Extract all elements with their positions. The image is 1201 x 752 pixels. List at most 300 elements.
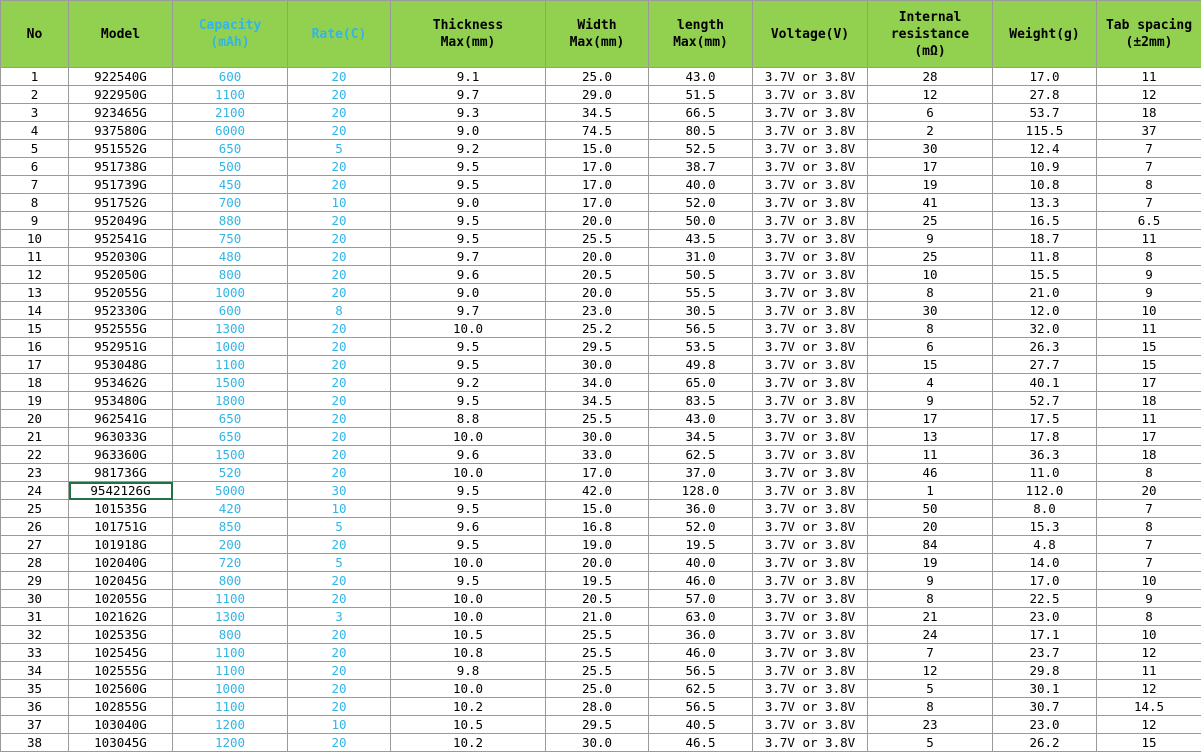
cell-width[interactable]: 30.0 [546,356,649,374]
cell-resistance[interactable]: 19 [868,176,993,194]
cell-resistance[interactable]: 25 [868,248,993,266]
cell-rate[interactable]: 20 [288,284,391,302]
cell-length[interactable]: 34.5 [649,428,753,446]
cell-capacity[interactable]: 6000 [173,122,288,140]
cell-length[interactable]: 43.0 [649,68,753,86]
cell-thickness[interactable]: 10.0 [391,554,546,572]
cell-thickness[interactable]: 9.5 [391,338,546,356]
cell-voltage[interactable]: 3.7V or 3.8V [753,536,868,554]
cell-length[interactable]: 57.0 [649,590,753,608]
cell-thickness[interactable]: 10.5 [391,626,546,644]
cell-width[interactable]: 20.5 [546,266,649,284]
cell-no[interactable]: 30 [1,590,69,608]
cell-tab[interactable]: 10 [1097,626,1201,644]
cell-rate[interactable]: 5 [288,140,391,158]
cell-resistance[interactable]: 5 [868,734,993,752]
cell-tab[interactable]: 37 [1097,122,1201,140]
cell-model[interactable]: 952049G [69,212,173,230]
cell-width[interactable]: 30.0 [546,734,649,752]
cell-length[interactable]: 56.5 [649,662,753,680]
cell-capacity[interactable]: 800 [173,626,288,644]
cell-length[interactable]: 56.5 [649,698,753,716]
cell-thickness[interactable]: 10.0 [391,464,546,482]
cell-voltage[interactable]: 3.7V or 3.8V [753,590,868,608]
cell-voltage[interactable]: 3.7V or 3.8V [753,248,868,266]
cell-voltage[interactable]: 3.7V or 3.8V [753,518,868,536]
cell-capacity[interactable]: 500 [173,158,288,176]
cell-capacity[interactable]: 650 [173,428,288,446]
cell-rate[interactable]: 20 [288,446,391,464]
cell-weight[interactable]: 10.9 [993,158,1097,176]
cell-voltage[interactable]: 3.7V or 3.8V [753,482,868,500]
cell-voltage[interactable]: 3.7V or 3.8V [753,644,868,662]
cell-length[interactable]: 80.5 [649,122,753,140]
cell-voltage[interactable]: 3.7V or 3.8V [753,68,868,86]
cell-width[interactable]: 20.0 [546,212,649,230]
cell-capacity[interactable]: 5000 [173,482,288,500]
cell-no[interactable]: 32 [1,626,69,644]
cell-no[interactable]: 27 [1,536,69,554]
cell-thickness[interactable]: 10.0 [391,680,546,698]
cell-tab[interactable]: 9 [1097,284,1201,302]
cell-no[interactable]: 33 [1,644,69,662]
cell-tab[interactable]: 7 [1097,158,1201,176]
cell-capacity[interactable]: 800 [173,572,288,590]
cell-model[interactable]: 951752G [69,194,173,212]
cell-width[interactable]: 25.5 [546,626,649,644]
cell-no[interactable]: 35 [1,680,69,698]
cell-length[interactable]: 40.0 [649,176,753,194]
cell-capacity[interactable]: 1500 [173,446,288,464]
cell-weight[interactable]: 15.5 [993,266,1097,284]
cell-length[interactable]: 30.5 [649,302,753,320]
cell-rate[interactable]: 20 [288,374,391,392]
cell-weight[interactable]: 8.0 [993,500,1097,518]
cell-rate[interactable]: 10 [288,716,391,734]
cell-weight[interactable]: 30.1 [993,680,1097,698]
cell-rate[interactable]: 20 [288,626,391,644]
cell-width[interactable]: 29.5 [546,716,649,734]
cell-capacity[interactable]: 1200 [173,734,288,752]
cell-thickness[interactable]: 9.5 [391,356,546,374]
cell-model[interactable]: 102560G [69,680,173,698]
cell-voltage[interactable]: 3.7V or 3.8V [753,500,868,518]
cell-capacity[interactable]: 200 [173,536,288,554]
cell-thickness[interactable]: 9.8 [391,662,546,680]
cell-tab[interactable]: 11 [1097,410,1201,428]
column-header-thickness[interactable] [391,1,546,68]
column-header-no[interactable] [1,1,69,68]
cell-model[interactable]: 937580G [69,122,173,140]
cell-capacity[interactable]: 1000 [173,338,288,356]
cell-voltage[interactable]: 3.7V or 3.8V [753,86,868,104]
cell-model[interactable]: 962541G [69,410,173,428]
cell-resistance[interactable]: 12 [868,662,993,680]
cell-length[interactable]: 46.5 [649,734,753,752]
cell-resistance[interactable]: 6 [868,338,993,356]
cell-tab[interactable]: 8 [1097,248,1201,266]
cell-voltage[interactable]: 3.7V or 3.8V [753,428,868,446]
cell-no[interactable]: 34 [1,662,69,680]
cell-no[interactable]: 17 [1,356,69,374]
cell-capacity[interactable]: 1100 [173,590,288,608]
cell-no[interactable]: 3 [1,104,69,122]
cell-model[interactable]: 103045G [69,734,173,752]
cell-voltage[interactable]: 3.7V or 3.8V [753,194,868,212]
cell-resistance[interactable]: 2 [868,122,993,140]
cell-weight[interactable]: 17.1 [993,626,1097,644]
cell-length[interactable]: 38.7 [649,158,753,176]
cell-model[interactable]: 922540G [69,68,173,86]
cell-capacity[interactable]: 1100 [173,662,288,680]
cell-length[interactable]: 19.5 [649,536,753,554]
cell-tab[interactable]: 17 [1097,374,1201,392]
cell-thickness[interactable]: 9.5 [391,536,546,554]
cell-length[interactable]: 56.5 [649,320,753,338]
cell-thickness[interactable]: 10.0 [391,590,546,608]
cell-voltage[interactable]: 3.7V or 3.8V [753,266,868,284]
cell-weight[interactable]: 40.1 [993,374,1097,392]
cell-tab[interactable]: 8 [1097,518,1201,536]
cell-voltage[interactable]: 3.7V or 3.8V [753,104,868,122]
cell-no[interactable]: 8 [1,194,69,212]
cell-width[interactable]: 42.0 [546,482,649,500]
cell-no[interactable]: 24 [1,482,69,500]
cell-model[interactable]: 952030G [69,248,173,266]
cell-weight[interactable]: 29.8 [993,662,1097,680]
cell-capacity[interactable]: 1500 [173,374,288,392]
cell-no[interactable]: 9 [1,212,69,230]
cell-thickness[interactable]: 9.2 [391,140,546,158]
cell-voltage[interactable]: 3.7V or 3.8V [753,464,868,482]
cell-thickness[interactable]: 9.6 [391,518,546,536]
cell-voltage[interactable]: 3.7V or 3.8V [753,302,868,320]
cell-weight[interactable]: 16.5 [993,212,1097,230]
cell-no[interactable]: 23 [1,464,69,482]
cell-capacity[interactable]: 450 [173,176,288,194]
cell-thickness[interactable]: 9.0 [391,194,546,212]
cell-width[interactable]: 16.8 [546,518,649,536]
cell-width[interactable]: 33.0 [546,446,649,464]
cell-resistance[interactable]: 17 [868,158,993,176]
cell-model[interactable]: 102045G [69,572,173,590]
column-header-capacity[interactable] [173,1,288,68]
cell-tab[interactable]: 7 [1097,536,1201,554]
cell-width[interactable]: 25.5 [546,662,649,680]
cell-rate[interactable]: 3 [288,608,391,626]
cell-no[interactable]: 2 [1,86,69,104]
cell-resistance[interactable]: 9 [868,392,993,410]
cell-length[interactable]: 49.8 [649,356,753,374]
cell-capacity[interactable]: 720 [173,554,288,572]
cell-rate[interactable]: 20 [288,428,391,446]
cell-no[interactable]: 37 [1,716,69,734]
cell-length[interactable]: 52.5 [649,140,753,158]
cell-capacity[interactable]: 1100 [173,644,288,662]
cell-voltage[interactable]: 3.7V or 3.8V [753,284,868,302]
cell-thickness[interactable]: 10.2 [391,698,546,716]
cell-rate[interactable]: 20 [288,464,391,482]
cell-no[interactable]: 36 [1,698,69,716]
cell-voltage[interactable]: 3.7V or 3.8V [753,320,868,338]
cell-width[interactable]: 25.5 [546,644,649,662]
cell-no[interactable]: 5 [1,140,69,158]
cell-rate[interactable]: 10 [288,500,391,518]
cell-length[interactable]: 66.5 [649,104,753,122]
cell-length[interactable]: 62.5 [649,680,753,698]
cell-voltage[interactable]: 3.7V or 3.8V [753,230,868,248]
cell-model[interactable]: 952050G [69,266,173,284]
cell-width[interactable]: 20.5 [546,590,649,608]
cell-model[interactable]: 953048G [69,356,173,374]
cell-weight[interactable]: 11.8 [993,248,1097,266]
cell-length[interactable]: 46.0 [649,644,753,662]
cell-length[interactable]: 37.0 [649,464,753,482]
cell-resistance[interactable]: 7 [868,644,993,662]
cell-thickness[interactable]: 9.6 [391,446,546,464]
cell-rate[interactable]: 20 [288,248,391,266]
cell-voltage[interactable]: 3.7V or 3.8V [753,212,868,230]
cell-model[interactable]: 102545G [69,644,173,662]
cell-tab[interactable]: 7 [1097,140,1201,158]
cell-tab[interactable]: 15 [1097,338,1201,356]
cell-thickness[interactable]: 9.5 [391,230,546,248]
cell-rate[interactable]: 20 [288,356,391,374]
cell-no[interactable]: 22 [1,446,69,464]
cell-length[interactable]: 31.0 [649,248,753,266]
cell-tab[interactable]: 10 [1097,572,1201,590]
cell-model[interactable]: 952555G [69,320,173,338]
cell-tab[interactable]: 11 [1097,320,1201,338]
cell-capacity[interactable]: 480 [173,248,288,266]
cell-weight[interactable]: 4.8 [993,536,1097,554]
cell-model[interactable]: 102040G [69,554,173,572]
cell-tab[interactable]: 8 [1097,176,1201,194]
cell-voltage[interactable]: 3.7V or 3.8V [753,662,868,680]
cell-tab[interactable]: 20 [1097,482,1201,500]
cell-model[interactable]: 981736G [69,464,173,482]
cell-width[interactable]: 19.5 [546,572,649,590]
cell-model[interactable]: 963033G [69,428,173,446]
cell-width[interactable]: 17.0 [546,158,649,176]
cell-width[interactable]: 28.0 [546,698,649,716]
cell-rate[interactable]: 20 [288,590,391,608]
cell-resistance[interactable]: 11 [868,446,993,464]
cell-width[interactable]: 23.0 [546,302,649,320]
cell-capacity[interactable]: 1000 [173,284,288,302]
cell-thickness[interactable]: 9.5 [391,158,546,176]
cell-thickness[interactable]: 10.8 [391,644,546,662]
cell-thickness[interactable]: 9.7 [391,248,546,266]
cell-model[interactable]: 923465G [69,104,173,122]
cell-model[interactable]: 102535G [69,626,173,644]
cell-weight[interactable]: 112.0 [993,482,1097,500]
cell-weight[interactable]: 13.3 [993,194,1097,212]
cell-resistance[interactable]: 28 [868,68,993,86]
cell-weight[interactable]: 27.7 [993,356,1097,374]
cell-width[interactable]: 17.0 [546,194,649,212]
cell-resistance[interactable]: 20 [868,518,993,536]
cell-resistance[interactable]: 84 [868,536,993,554]
cell-model[interactable]: 102555G [69,662,173,680]
cell-weight[interactable]: 23.0 [993,716,1097,734]
cell-model[interactable]: 951552G [69,140,173,158]
cell-no[interactable]: 15 [1,320,69,338]
cell-resistance[interactable]: 13 [868,428,993,446]
cell-tab[interactable]: 18 [1097,446,1201,464]
cell-weight[interactable]: 15.3 [993,518,1097,536]
cell-tab[interactable]: 11 [1097,230,1201,248]
cell-capacity[interactable]: 880 [173,212,288,230]
cell-rate[interactable]: 5 [288,554,391,572]
cell-capacity[interactable]: 1200 [173,716,288,734]
cell-width[interactable]: 34.0 [546,374,649,392]
cell-model[interactable]: 102055G [69,590,173,608]
cell-model[interactable]: 101751G [69,518,173,536]
cell-resistance[interactable]: 24 [868,626,993,644]
cell-capacity[interactable]: 1100 [173,356,288,374]
cell-resistance[interactable]: 4 [868,374,993,392]
cell-no[interactable]: 4 [1,122,69,140]
cell-weight[interactable]: 17.8 [993,428,1097,446]
cell-capacity[interactable]: 1000 [173,680,288,698]
cell-length[interactable]: 46.0 [649,572,753,590]
cell-capacity[interactable]: 1300 [173,608,288,626]
cell-no[interactable]: 25 [1,500,69,518]
cell-thickness[interactable]: 9.7 [391,302,546,320]
column-header-voltage[interactable] [753,1,868,68]
cell-width[interactable]: 25.0 [546,68,649,86]
cell-weight[interactable]: 22.5 [993,590,1097,608]
cell-thickness[interactable]: 10.5 [391,716,546,734]
cell-length[interactable]: 36.0 [649,500,753,518]
cell-weight[interactable]: 12.0 [993,302,1097,320]
cell-thickness[interactable]: 9.5 [391,212,546,230]
cell-no[interactable]: 13 [1,284,69,302]
cell-rate[interactable]: 20 [288,698,391,716]
cell-thickness[interactable]: 9.0 [391,284,546,302]
cell-rate[interactable]: 20 [288,86,391,104]
cell-weight[interactable]: 36.3 [993,446,1097,464]
cell-length[interactable]: 43.5 [649,230,753,248]
column-header-length[interactable] [649,1,753,68]
cell-tab[interactable]: 18 [1097,104,1201,122]
cell-no[interactable]: 6 [1,158,69,176]
cell-width[interactable]: 29.5 [546,338,649,356]
cell-no[interactable]: 10 [1,230,69,248]
cell-voltage[interactable]: 3.7V or 3.8V [753,374,868,392]
cell-voltage[interactable]: 3.7V or 3.8V [753,626,868,644]
cell-rate[interactable]: 20 [288,572,391,590]
cell-length[interactable]: 52.0 [649,194,753,212]
cell-thickness[interactable]: 9.5 [391,176,546,194]
cell-weight[interactable]: 23.7 [993,644,1097,662]
cell-weight[interactable]: 11.0 [993,464,1097,482]
cell-voltage[interactable]: 3.7V or 3.8V [753,392,868,410]
cell-capacity[interactable]: 800 [173,266,288,284]
cell-no[interactable]: 26 [1,518,69,536]
cell-tab[interactable]: 18 [1097,392,1201,410]
cell-width[interactable]: 17.0 [546,464,649,482]
cell-model[interactable]: 952055G [69,284,173,302]
cell-tab[interactable]: 12 [1097,716,1201,734]
cell-thickness[interactable]: 10.0 [391,320,546,338]
cell-width[interactable]: 25.5 [546,410,649,428]
cell-length[interactable]: 83.5 [649,392,753,410]
cell-width[interactable]: 20.0 [546,248,649,266]
cell-width[interactable]: 21.0 [546,608,649,626]
cell-rate[interactable]: 20 [288,230,391,248]
cell-length[interactable]: 40.5 [649,716,753,734]
cell-resistance[interactable]: 41 [868,194,993,212]
cell-width[interactable]: 19.0 [546,536,649,554]
cell-length[interactable]: 62.5 [649,446,753,464]
column-header-weight[interactable] [993,1,1097,68]
cell-capacity[interactable]: 1800 [173,392,288,410]
cell-weight[interactable]: 17.5 [993,410,1097,428]
cell-resistance[interactable]: 9 [868,230,993,248]
cell-model[interactable]: 102162G [69,608,173,626]
cell-voltage[interactable]: 3.7V or 3.8V [753,410,868,428]
cell-weight[interactable]: 30.7 [993,698,1097,716]
cell-voltage[interactable]: 3.7V or 3.8V [753,698,868,716]
cell-rate[interactable]: 20 [288,644,391,662]
cell-voltage[interactable]: 3.7V or 3.8V [753,176,868,194]
cell-capacity[interactable]: 1100 [173,698,288,716]
cell-tab[interactable]: 7 [1097,554,1201,572]
cell-resistance[interactable]: 17 [868,410,993,428]
cell-resistance[interactable]: 30 [868,140,993,158]
cell-no[interactable]: 1 [1,68,69,86]
cell-model[interactable]: 951738G [69,158,173,176]
cell-model[interactable]: 101918G [69,536,173,554]
cell-model[interactable]: 963360G [69,446,173,464]
cell-length[interactable]: 65.0 [649,374,753,392]
cell-resistance[interactable]: 8 [868,590,993,608]
cell-length[interactable]: 40.0 [649,554,753,572]
cell-width[interactable]: 15.0 [546,140,649,158]
column-header-rate[interactable] [288,1,391,68]
cell-capacity[interactable]: 700 [173,194,288,212]
cell-no[interactable]: 12 [1,266,69,284]
cell-resistance[interactable]: 23 [868,716,993,734]
cell-width[interactable]: 34.5 [546,104,649,122]
cell-model[interactable]: 953480G [69,392,173,410]
cell-capacity[interactable]: 1300 [173,320,288,338]
cell-rate[interactable]: 20 [288,662,391,680]
cell-width[interactable]: 25.0 [546,680,649,698]
cell-tab[interactable]: 11 [1097,68,1201,86]
cell-width[interactable]: 29.0 [546,86,649,104]
cell-no[interactable]: 16 [1,338,69,356]
cell-length[interactable]: 63.0 [649,608,753,626]
cell-thickness[interactable]: 9.7 [391,86,546,104]
column-header-tab[interactable] [1097,1,1201,68]
cell-rate[interactable]: 20 [288,122,391,140]
cell-voltage[interactable]: 3.7V or 3.8V [753,446,868,464]
cell-length[interactable]: 43.0 [649,410,753,428]
cell-weight[interactable]: 17.0 [993,68,1097,86]
cell-rate[interactable]: 8 [288,302,391,320]
cell-resistance[interactable]: 6 [868,104,993,122]
cell-resistance[interactable]: 8 [868,284,993,302]
cell-rate[interactable]: 20 [288,212,391,230]
cell-tab[interactable]: 14.5 [1097,698,1201,716]
cell-rate[interactable]: 20 [288,338,391,356]
cell-weight[interactable]: 23.0 [993,608,1097,626]
cell-model[interactable]: 952951G [69,338,173,356]
cell-rate[interactable]: 30 [288,482,391,500]
